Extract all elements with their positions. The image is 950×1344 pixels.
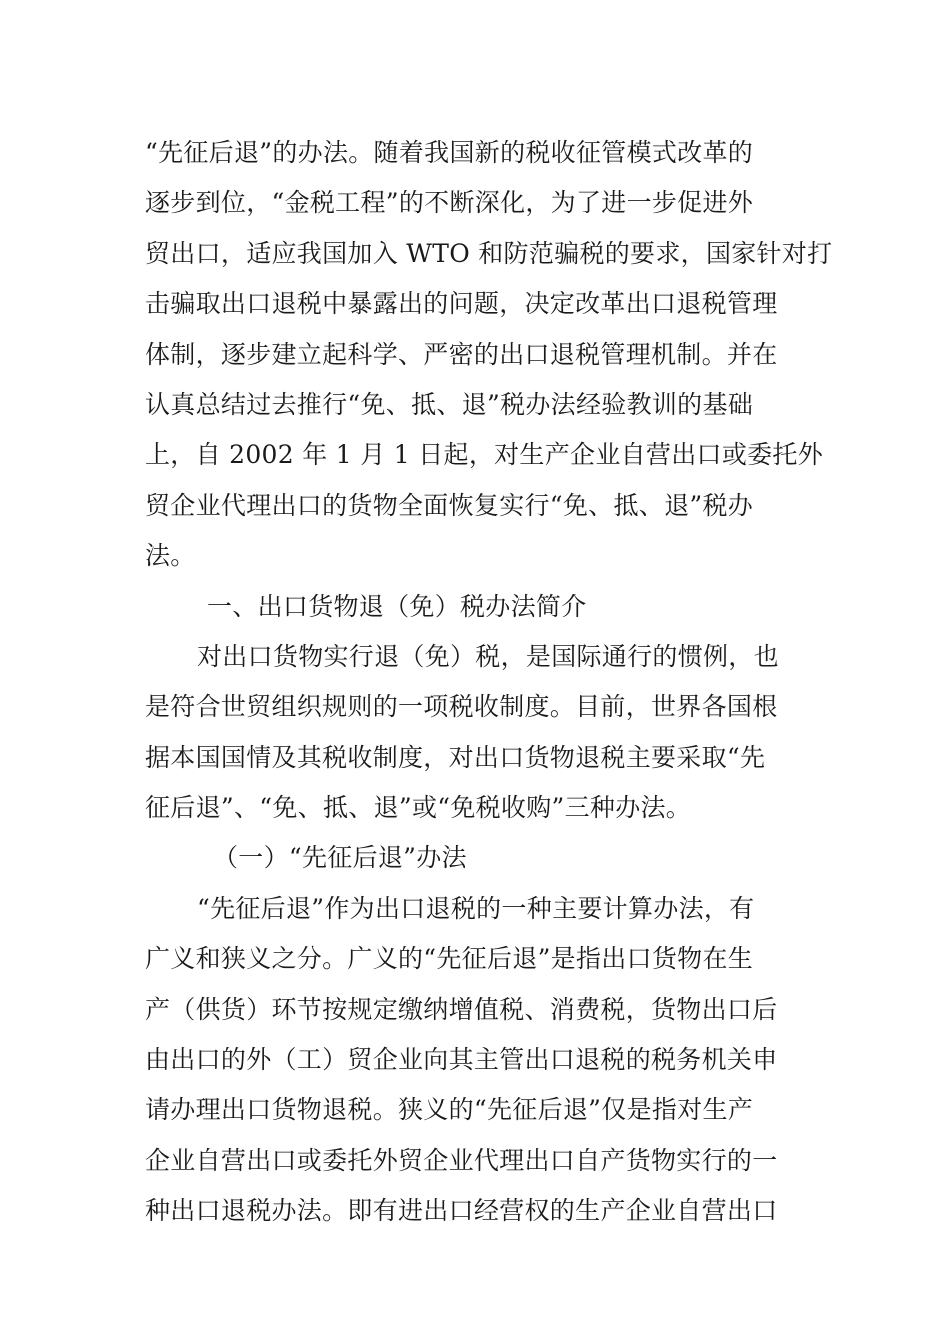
text-line: 贸企业代理出口的货物全面恢复实行“免、抵、退”税办 xyxy=(145,490,754,520)
text-line: 由出口的外（工）贸企业向其主管出口退税的税务机关申 xyxy=(145,1045,778,1075)
text-line: 种出口退税办法。即有进出口经营权的生产企业自营出口 xyxy=(145,1196,778,1226)
text-line: 广义和狭义之分。广义的“先征后退”是指出口货物在生 xyxy=(145,944,754,974)
text-line: “先征后退”作为出口退税的一种主要计算办法，有 xyxy=(197,893,755,923)
section-heading: 一、出口货物退（免）税办法简介 xyxy=(207,591,587,621)
text-line: 对出口货物实行退（免）税，是国际通行的惯例，也 xyxy=(197,641,779,671)
text-line: 法。 xyxy=(145,541,196,571)
body-text xyxy=(145,128,833,1237)
text-line: 据本国国情及其税收制度，对出口货物退税主要采取“先 xyxy=(145,742,766,772)
text-line: 贸出口，适应我国加入 WTO 和防范骗税的要求，国家针对打 xyxy=(145,238,833,268)
text-line: 击骗取出口退税中暴露出的问题，决定改革出口退税管理 xyxy=(145,289,778,319)
text-line: 企业自营出口或委托外贸企业代理出口自产货物实行的一 xyxy=(145,1145,778,1175)
text-line: 体制，逐步建立起科学、严密的出口退税管理机制。并在 xyxy=(145,339,778,369)
text-line: 产（供货）环节按规定缴纳增值税、消费税，货物出口后 xyxy=(145,994,778,1024)
text-line: “先征后退”的办法。随着我国新的税收征管模式改革的 xyxy=(145,138,754,167)
text-line: 请办理出口货物退税。狭义的“先征后退”仅是指对生产 xyxy=(145,1095,754,1125)
text-line: 逐步到位，“金税工程”的不断深化，为了进一步促进外 xyxy=(145,188,754,218)
text-line: 是符合世贸组织规则的一项税收制度。目前，世界各国根 xyxy=(145,692,778,722)
text-line: 上，自 2002 年 1 月 1 日起，对生产企业自营出口或委托外 xyxy=(145,440,824,470)
subsection-heading: （一）“先征后退”办法 xyxy=(213,843,467,873)
text-line: 征后退”、“免、抵、退”或“免税收购”三种办法。 xyxy=(145,793,692,823)
text-line: 认真总结过去推行“免、抵、退”税办法经验教训的基础 xyxy=(145,389,754,419)
